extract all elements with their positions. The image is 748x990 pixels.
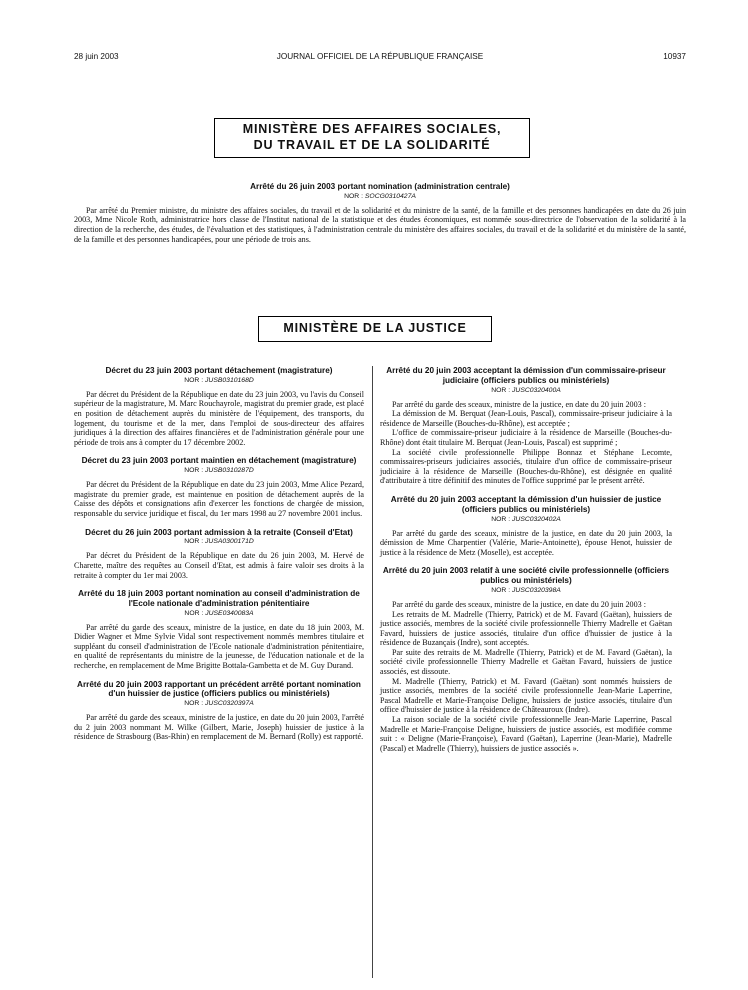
ministry-heading-justice: MINISTÈRE DE LA JUSTICE (258, 316, 492, 342)
article-paragraph: Par arrêté du garde des sceaux, ministre de la justice, en date du 20 juin 2003 : (392, 599, 646, 609)
nor-code: JUSC0320398A (512, 586, 561, 594)
header-date: 28 juin 2003 (74, 52, 119, 61)
nor-line: NOR : JUSA0300171D (184, 538, 254, 546)
nor-line: NOR : SOCG0310427A (344, 192, 416, 200)
article (74, 456, 364, 518)
nor-line: NOR : JUSC0320400A (491, 386, 561, 394)
running-header (74, 52, 686, 66)
article-title: Arrêté du 26 juin 2003 portant nomination (administration centrale) (250, 182, 510, 191)
left-column (74, 366, 364, 751)
article-title: Arrêté du 20 juin 2003 acceptant la démission d'un commissaire-priseur judiciaire (officiers publics ou ministériels) (386, 366, 666, 385)
article (74, 366, 364, 447)
article-paragraph: Par décret du Président de la République en date du 26 juin 2003, M. Hervé de Charette, maître des requêtes au Conseil d'Etat, est admis à faire valoir ses droits à la retraite à compter du 1er mai 2003. (74, 551, 364, 580)
article-paragraph: La société civile professionnelle Philippe Bonnaz et Stéphane Lecomte, commissaires-priseurs judiciaires associés, titulaire d'un office de commissaire-priseur judiciaire à la résidence de Marseille (Bouches-du-Rhône), est désignée en qualité d'attributaire à titre définitif des minutes de l'office supprimé par le présent arrêté. (380, 447, 672, 486)
article-title: Arrêté du 20 juin 2003 relatif à une société civile professionnelle (officiers publics ou ministériels) (382, 566, 670, 586)
article-paragraph: La raison sociale de la société civile professionnelle Jean-Marie Laperrine, Pascal Madrelle et Marie-Françoise Deligne, huissiers de justice associés, est modifiée comme suit : « Deligne (Marie-Françoise), Favard (Gaëtan), Laperrine (Jean-Marie), Madrelle (Pascal) et Madrelle (Thierry), huissiers de justice associés ». (380, 715, 672, 753)
article (380, 566, 672, 753)
article-paragraph: Par arrêté du garde des sceaux, ministre de la justice, en date du 20 juin 2003, la démission de Mme Charpentier (Valérie, Marie-Antoinette), épouse Henot, huissier de justice à la résidence de Metz (Moselle), est acceptée. (380, 528, 672, 557)
article-paragraph: La démission de M. Berquat (Jean-Louis, Pascal), commissaire-priseur judiciaire à la résidence de Marseille (Bouches-du-Rhône), est acceptée ; (380, 409, 672, 428)
article-body: Par arrêté du Premier ministre, du ministre des affaires sociales, du travail et de la solidarité et du ministre de la santé, de la famille et des personnes handicapées en date du 26 juin 2003, Mme Nicole Roth, administratrice hors classe de l'Institut national de la statistique et des études économiques, est nommée sous-directrice de l'observation de la solidarité à la direction de la recherche, des études, de l'évaluation et des statistiques, à l'administration centrale du ministère des affaires sociales, du travail et de la solidarité et du ministère de la santé, de la famille et des personnes handicapées, pour une période de trois ans. (74, 205, 686, 244)
article-paragraph: Par suite des retraits de M. Madrelle (Thierry, Patrick) et de M. Favard (Gaëtan), la société civile professionnelle Thierry Madrelle et Gaëtan Favard, huissiers de justice associés, est dissoute. (380, 647, 672, 677)
article-paragraph: Les retraits de M. Madrelle (Thierry, Patrick) et de M. Favard (Gaëtan), huissiers de justice associés, membres de la société civile professionnelle Thierry Madrelle et Gaëtan Favard, huissiers de justice associés, titulaire d'un office d'huissier de justice à la résidence de Buzançais (Indre), sont acceptés. (380, 609, 672, 648)
article-paragraph: M. Madrelle (Thierry, Patrick) et M. Favard (Gaëtan) sont nommés huissiers de justice associés, membres de la société civile professionnelle Jean-Marie Laperrine, Pascal Madrelle et Marie-Françoise Deligne, huissiers de justice associés, titulaire d'un office d'huissier de justice à la résidence de Châteauroux (Indre). (380, 676, 672, 715)
article-paragraph: Par décret du Président de la République en date du 23 juin 2003, vu l'avis du Conseil supérieur de la magistrature, M. Marc Rouchayrole, magistrat du premier grade, est placé en position de détachement auprès du ministère de l'équipement, des transports, du logement, du tourisme et de la mer, dans l'emploi de sous-directeur des affaires juridiques à la direction des affaires financières et de l'administration générale pour une période de trois ans à compter du 17 décembre 2002. (74, 389, 364, 447)
article (74, 528, 364, 581)
nor-line: NOR : JUSC0320398A (491, 586, 561, 594)
nor-code: JUSC0320397A (205, 700, 254, 708)
nor-line: NOR : JUSB0310287D (184, 467, 254, 475)
column-divider (372, 366, 373, 978)
article-title: Décret du 23 juin 2003 portant détachement (magistrature) (105, 366, 333, 375)
article-paragraph: Par arrêté du garde des sceaux, ministre de la justice, en date du 20 juin 2003, l'arrêté du 2 juin 2003 nommant M. Wilke (Gilbert, Marie, Joseph) huissier de justice à la résidence de Strasbourg (Bas-Rhin) en remplacement de M. Bernard (Rolly) est rapporté. (74, 713, 364, 742)
ministry-heading-line2: DU TRAVAIL ET DE LA SOLIDARITÉ (253, 137, 491, 152)
nor-line: NOR : JUSC0320397A (184, 700, 254, 708)
article-title: Arrêté du 18 juin 2003 portant nomination au conseil d'administration de l'Ecole nationale d'administration pénitentiaire (78, 589, 360, 608)
ministry-heading-line1: MINISTÈRE DES AFFAIRES SOCIALES, (242, 122, 502, 136)
nor-line: NOR : JUSB0310168D (184, 376, 254, 384)
nor-code: JUSB0310287D (205, 467, 254, 475)
article-title: Arrêté du 20 juin 2003 acceptant la démission d'un huissier de justice (officiers publics ou ministériels) (390, 494, 662, 514)
nor-code: JUSC0320400A (512, 386, 561, 394)
nor-code: JUSA0300171D (205, 538, 254, 546)
article-paragraph: Par arrêté du garde des sceaux, ministre de la justice, en date du 18 juin 2003, M. Didier Wagner et Mme Sylvie Vidal sont respectivement nommés membres titulaire et suppléant du conseil d'administration de l'Ecole nationale d'administration pénitentiaire, en qualité de représentants du ministre de la jeunesse, de l'éducation nationale et de la recherche, en remplacement de Mme Brigitte Bottala-Gambetta et de M. Guy Durand. (74, 622, 364, 671)
nor-line: NOR : JUSC0320402A (491, 515, 561, 523)
nor-code: JUSC0320402A (512, 515, 561, 523)
article-title: Arrêté du 20 juin 2003 rapportant un précédent arrêté portant nomination d'un huissier de justice (officiers publics ou ministériels) (77, 679, 361, 699)
article (380, 495, 672, 557)
article-paragraph: Par décret du Président de la République en date du 23 juin 2003, Mme Alice Pezard, magistrate du premier grade, est maintenue en position de détachement auprès de la Caisse des dépôts et consignations afin d'exercer les fonctions de chargée de mission, responsable du service juridique et fiscal, du 1er mars 1998 au 27 novembre 2001 inclus. (74, 480, 364, 518)
nor-line: NOR : JUSE0340083A (184, 609, 254, 617)
article-top (74, 182, 686, 244)
nor-code: SOCG0310427A (364, 192, 416, 200)
ministry-heading-social (214, 118, 530, 158)
nor-code: JUSB0310168D (205, 376, 254, 384)
article-paragraph: Par arrêté du garde des sceaux, ministre de la justice, en date du 20 juin 2003 : (392, 399, 646, 409)
article-title: Décret du 23 juin 2003 portant maintien en détachement (magistrature) (81, 456, 357, 466)
right-column (380, 366, 672, 762)
article (74, 589, 364, 671)
article (74, 680, 364, 742)
nor-code: JUSE0340083A (205, 609, 254, 617)
header-journal: JOURNAL OFFICIEL DE LA RÉPUBLIQUE FRANÇAISE (276, 52, 484, 61)
article-paragraph: L'office de commissaire-priseur judiciaire à la résidence de Marseille (Bouches-du-Rhône) dont était titulaire M. Berquat (Jean-Louis, Pascal) est supprimé ; (380, 428, 672, 447)
article (380, 366, 672, 486)
article-title: Décret du 26 juin 2003 portant admission à la retraite (Conseil d'Etat) (85, 527, 353, 537)
header-page-number: 10937 (663, 52, 686, 61)
